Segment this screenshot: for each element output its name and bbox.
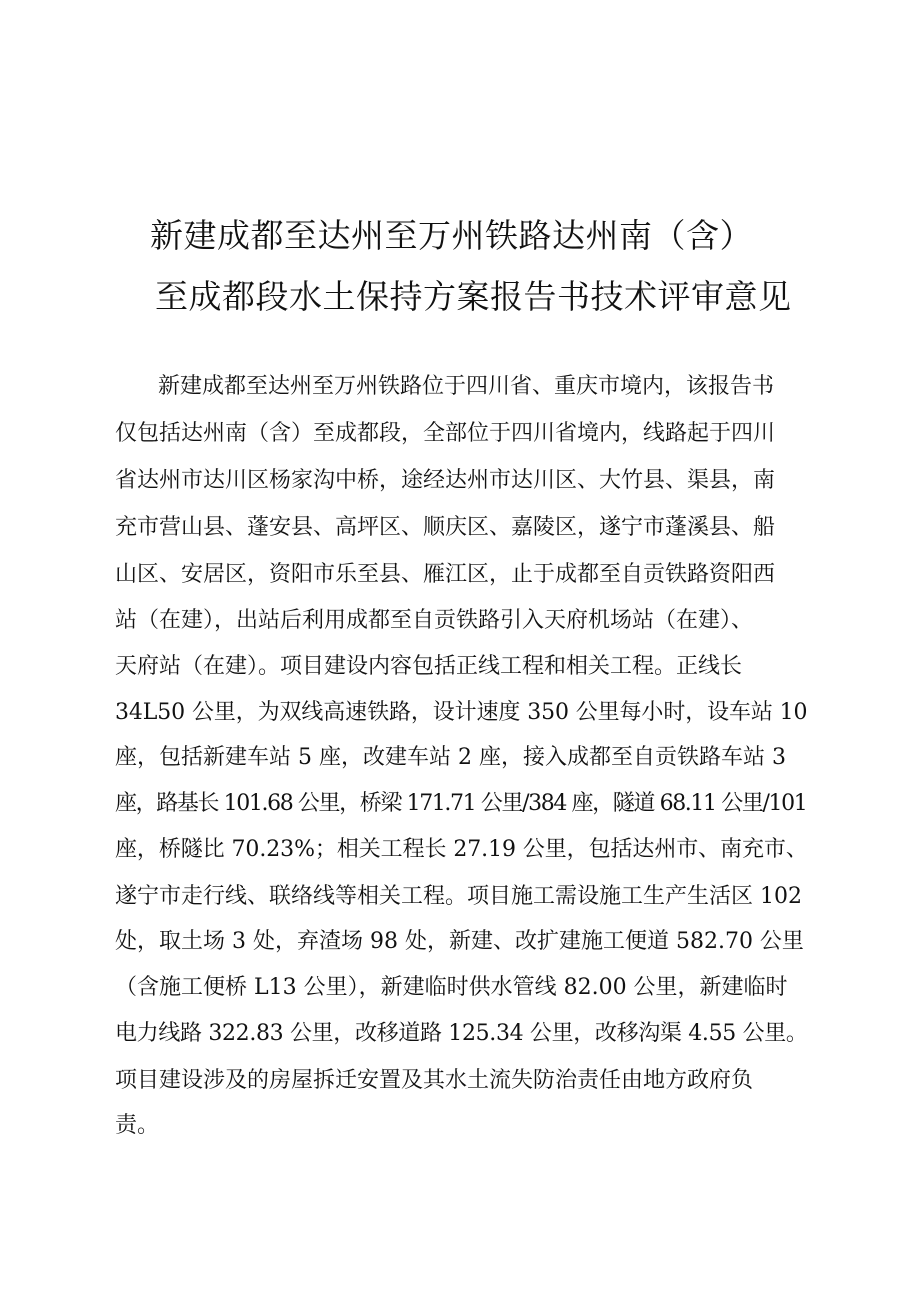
body-text-line: 充市营山县、蓬安县、高坪区、顺庆区、嘉陵区，遂宁市蓬溪县、船 <box>115 515 776 540</box>
document-title-line-2: 至成都段水土保持方案报告书技术评审意见 <box>155 277 792 316</box>
document-title-line-1: 新建成都至达州至万州铁路达州南（含） <box>150 216 753 255</box>
body-text-line: 电力线路 322.83 公里，改移道路 125.34 公里，改移沟渠 4.55 公里。 <box>115 1021 808 1046</box>
body-text-line: 天府站（在建）。项目建设内容包括正线工程和相关工程。正线长 <box>115 654 743 679</box>
body-text-line: 34L50 公里，为双线高速铁路，设计速度 350 公里每小时，设车站 10 <box>115 700 808 725</box>
body-text-line: 项目建设涉及的房屋拆迁安置及其水土流失防治责任由地方政府负 <box>115 1068 754 1093</box>
body-text-line: 山区、安居区，资阳市乐至县、雁江区，止于成都至自贡铁路资阳西 <box>115 562 776 587</box>
body-text-line: 站（在建），出站后利用成都至自贡铁路引入天府机场站（在建）、 <box>115 608 754 633</box>
body-text-line: 省达州市达川区杨家沟中桥，途经达州市达川区、大竹县、渠县，南 <box>115 468 776 493</box>
body-text-line: 座，包括新建车站 5 座，改建车站 2 座，接入成都至自贡铁路车站 3 <box>115 745 786 770</box>
body-text-line: 座，路基长 101.68 公里，桥梁 171.71 公里/384 座，隧道 68.11 公里/101 <box>115 791 807 816</box>
body-text-line: 座，桥隧比 70.23%；相关工程长 27.19 公里，包括达州市、南充市、 <box>115 837 808 862</box>
body-text-line: 仅包括达州南（含）至成都段，全部位于四川省境内，线路起于四川 <box>115 421 776 446</box>
body-text-line: 责。 <box>115 1113 160 1138</box>
body-text-line: 遂宁市走行线、联络线等相关工程。项目施工需设施工生产生活区 102 <box>115 884 802 909</box>
body-text-line: 新建成都至达州至万州铁路位于四川省、重庆市境内，该报告书 <box>158 374 775 399</box>
body-text-line: 处，取土场 3 处，弃渣场 98 处，新建、改扩建施工便道 582.70 公里 <box>115 929 804 954</box>
body-text-line: （含施工便桥 L13 公里），新建临时供水管线 82.00 公里，新建临时 <box>115 975 788 1000</box>
